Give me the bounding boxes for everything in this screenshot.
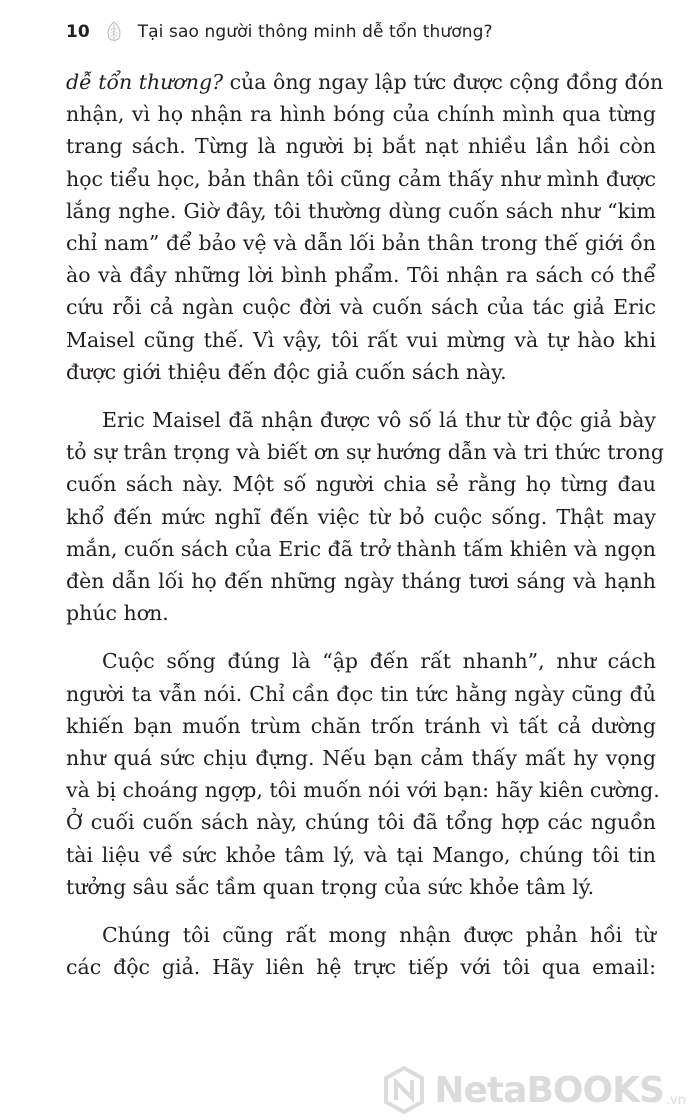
watermark — [378, 1064, 686, 1116]
text-line: các độc giả. Hãy liên hệ trực tiếp với tôi qua email: — [66, 955, 656, 980]
watermark-brand: NetaBOOKS — [434, 1069, 664, 1111]
text-line: người ta vẫn nói. Chỉ cần đọc tin tức hằng ngày cũng đủ — [66, 681, 656, 706]
text-line: phúc hơn. — [66, 601, 169, 626]
paragraph-3 — [66, 645, 660, 903]
paragraph-1 — [66, 66, 664, 388]
text-line: mắn, cuốn sách của Eric đã trở thành tấm khiên và ngọn — [66, 536, 656, 561]
text-line: và bị choáng ngợp, tôi muốn nói với bạn: hãy kiên cường. — [66, 778, 660, 803]
text-line: tài liệu về sức khỏe tâm lý, và tại Mango, chúng tôi tin — [66, 842, 656, 867]
text-line: Chúng tôi cũng rất mong nhận được phản hồi từ — [102, 923, 656, 948]
text-line: trang sách. Từng là người bị bắt nạt nhiều lần hồi còn — [66, 134, 656, 159]
text-line: lắng nghe. Giờ đây, tôi thường dùng cuốn sách như “kim — [66, 198, 656, 223]
book-title-italic: dễ tổn thương? — [66, 70, 224, 94]
text-line: Cuộc sống đúng là “ập đến rất nhanh”, như cách — [102, 649, 656, 674]
text-line: Ở cuối cuốn sách này, chúng tôi đã tổng hợp các nguồn — [66, 810, 656, 835]
netabooks-logo-icon — [378, 1064, 430, 1116]
text-line: Eric Maisel đã nhận được vô số lá thư từ độc giả bày — [102, 408, 656, 433]
text-line: tỏ sự trân trọng và biết ơn sự hướng dẫn và tri thức trong — [66, 440, 664, 465]
text-line: học tiểu học, bản thân tôi cũng cảm thấy như mình được — [66, 166, 656, 191]
leaf-ornament-icon — [104, 21, 124, 43]
text-line: Maisel cũng thế. Vì vậy, tôi rất vui mừng và tự hào khi — [66, 327, 656, 352]
text-line: được giới thiệu đến độc giả cuốn sách này. — [66, 359, 507, 384]
paragraph-4 — [66, 919, 656, 983]
text-line: tưởng sâu sắc tầm quan trọng của sức khỏe tâm lý. — [66, 874, 595, 899]
text-line: chỉ nam” để bảo vệ và dẫn lối bản thân trong thế giới ồn — [66, 231, 656, 256]
text-line: cứu rỗi cả ngàn cuộc đời và cuốn sách của tác giả Eric — [66, 295, 656, 320]
running-header — [66, 18, 493, 46]
paragraph-2 — [66, 404, 664, 629]
chapter-title: Tại sao người thông minh dễ tổn thương? — [137, 22, 493, 42]
text-span: của ông ngay lập tức được cộng đồng đón — [223, 70, 664, 94]
text-line: cuốn sách này. Một số người chia sẻ rằng họ từng đau — [66, 472, 656, 497]
text-line: ào và đầy những lời bình phẩm. Tôi nhận ra sách có thể — [66, 263, 656, 288]
body-text — [66, 66, 664, 999]
text-line — [66, 66, 664, 98]
text-line: nhận, vì họ nhận ra hình bóng của chính mình qua từng — [66, 102, 656, 127]
watermark-suffix: .vn — [665, 1093, 686, 1108]
page-number: 10 — [66, 22, 90, 42]
text-line: khiến bạn muốn trùm chăn trốn tránh vì tất cả dường — [66, 713, 656, 738]
text-line: như quá sức chịu đựng. Nếu bạn cảm thấy mất hy vọng — [66, 746, 656, 771]
text-line: khổ đến mức nghĩ đến việc từ bỏ cuộc sống. Thật may — [66, 504, 656, 529]
text-line: đèn dẫn lối họ đến những ngày tháng tươi sáng và hạnh — [66, 569, 656, 594]
